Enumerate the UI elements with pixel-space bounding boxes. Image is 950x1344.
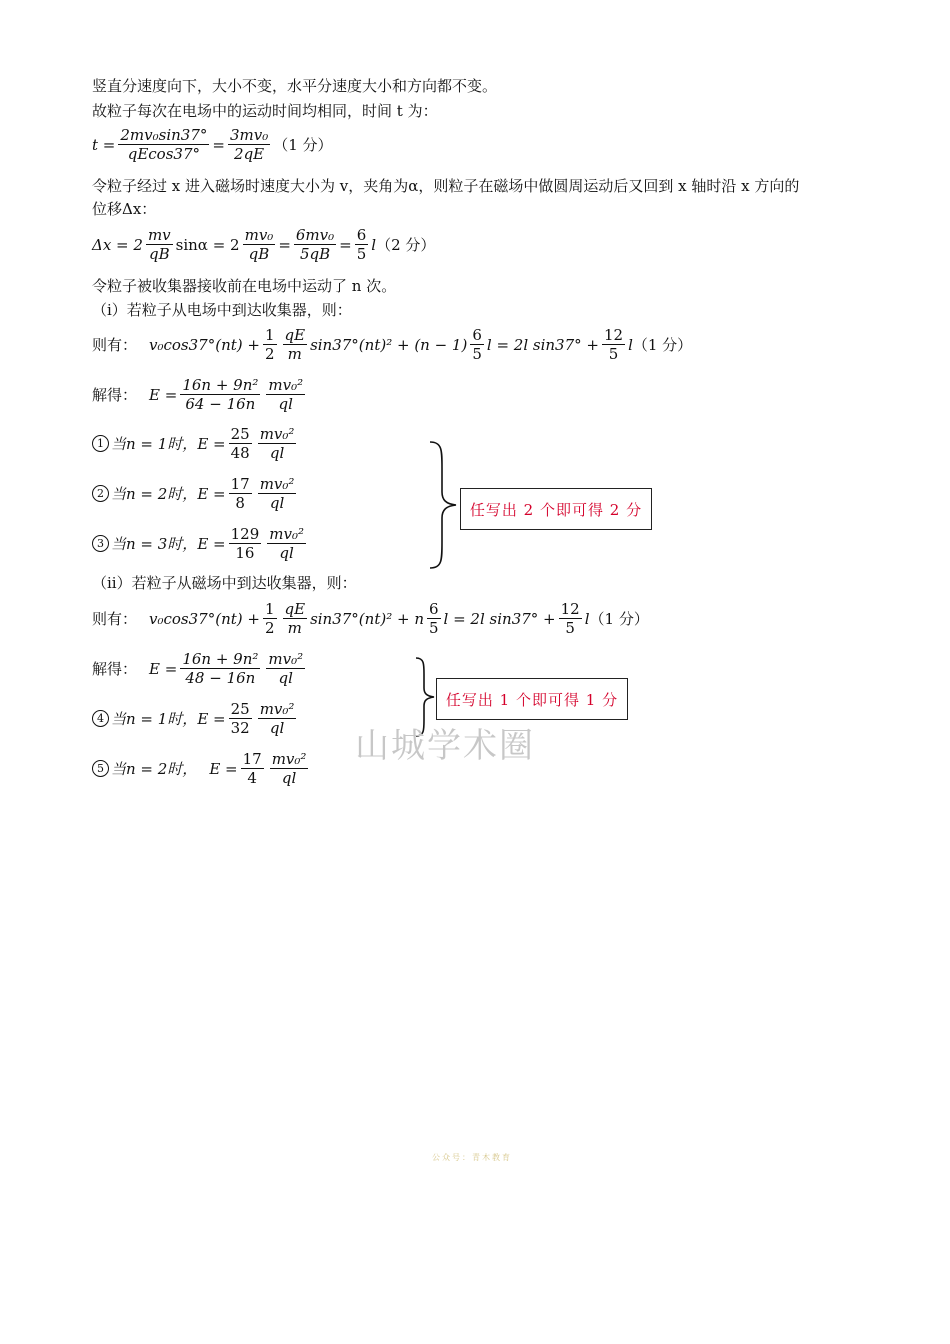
eq-dx-f3-num: 6mv₀ [295,226,335,244]
text-line-1: 竖直分速度向下，大小不变，水平分速度大小和方向都不变。 [92,77,498,95]
eq-t-fraction-1 [118,126,209,163]
item-lhs: E = [197,434,226,453]
item-label: 当n = 3时， [111,535,198,553]
item-num2: mv₀² [269,525,304,543]
item-fraction [229,525,262,562]
sol-c2-den2: ql [278,669,293,687]
text-line-2: 故粒子每次在电场中的运动时间均相同，时间 t 为： [92,102,438,120]
sol-c2-fraction [180,650,260,687]
item-den: 4 [247,769,257,787]
eq-dx-mid: sinα = 2 [175,235,240,254]
item-num2: mv₀² [271,750,307,768]
eq-c1-f2-den: m [287,345,302,363]
solution-case-1 [92,376,308,413]
eq-c2-f1-den: 2 [264,619,275,637]
sol-c2-num: 16n + 9n² [182,650,259,668]
item-den2: ql [281,769,297,787]
eq-c1-b: sin37°(nt)² + (n − 1) [310,335,468,354]
eq-c1-f2-num: qE [284,326,306,344]
footer-mark: 公众号：青木教育 [432,1153,512,1162]
eq-dx-f3-den: 5qB [299,245,331,263]
eq-c2-a: v₀cos37°(nt) + [149,609,260,628]
eq-dx-equals-1: = [278,235,291,254]
sol-c2-fraction-2 [266,650,305,687]
eq-dx-f1-num: mv [147,226,171,244]
eq-dx-lhs: Δx = 2 [92,235,143,254]
item-den: 32 [230,719,250,737]
eq-c1-f1-den: 2 [264,345,275,363]
eq-c2-c: l = 2l sin37° + [443,609,556,628]
sol-c1-num: 16n + 9n² [182,376,259,394]
item-num: 129 [230,525,260,543]
eq-c1-f4-den: 5 [608,345,619,363]
eq-dx-fraction-3 [294,226,336,263]
eq-c1-c: l = 2l sin37° + [486,335,599,354]
item-num: 17 [242,750,262,768]
eq-t-num1: 2mv₀sin37° [120,126,208,144]
list-item [92,425,299,462]
eq-c2-b: sin37°(nt)² + n [310,609,424,628]
item-den2: ql [279,544,294,562]
sol-c2-num2: mv₀² [268,650,304,668]
circled-number: 3 [92,535,109,552]
eq-t-den2: 2qE [234,145,265,163]
eq-c2-fraction-3 [427,600,441,637]
eq-c2-f4-num: 12 [560,600,580,618]
eq-c2-f2-den: m [287,619,302,637]
eq-c1-fraction-2 [283,326,308,363]
eq-c1-f4-num: 12 [603,326,624,344]
eq-c1-fraction-3 [470,326,484,363]
eq-c2-f2-num: qE [284,600,306,618]
item-num: 25 [230,700,250,718]
circled-number: 4 [92,710,109,727]
eq-dx-fraction-1 [146,226,173,263]
note-box-1: 任写出 2 个即可得 2 分 [460,488,652,530]
list-item [92,525,309,562]
eq-c2-fraction-4 [559,600,582,637]
sol-c1-num2: mv₀² [268,376,304,394]
circled-number: 1 [92,435,109,452]
item-fraction [229,700,252,737]
eq-t-lhs: t = [92,135,116,154]
eq-c2-you: 则有： [92,610,138,628]
sol-c2-jiede: 解得： [92,660,138,678]
case-1-heading: （i）若粒子从电场中到达收集器，则： [92,301,352,319]
eq-dx-fraction-4 [355,226,369,263]
equation-case-1 [92,326,692,363]
sol-c2-den: 48 − 16n [185,669,256,687]
item-fraction [229,475,252,512]
eq-dx-f1-den: qB [148,245,170,263]
eq-dx-fraction-2 [243,226,276,263]
item-num2: mv₀² [259,475,295,493]
item-num: 25 [230,425,250,443]
eq-t-den1: qEcos37° [127,145,201,163]
item-fraction [229,425,252,462]
item-lhs: E = [197,534,226,553]
eq-c2-d: l [584,609,590,628]
eq-c1-score: （1 分） [632,336,693,354]
eq-c2-f4-den: 5 [565,619,575,637]
circled-number: 5 [92,760,109,777]
item-fraction-2 [258,700,297,737]
item-den: 48 [230,444,250,462]
item-lhs: E = [197,484,226,503]
watermark: 山城学术圈 [355,726,535,766]
solution-case-2 [92,650,308,687]
eq-c1-f3-num: 6 [472,326,482,344]
eq-t-equals: = [212,135,225,154]
item-fraction-2 [267,525,306,562]
item-fraction [241,750,264,787]
list-item [92,475,299,512]
eq-t-fraction-2 [228,126,270,163]
eq-dx-f2-num: mv₀ [244,226,274,244]
list-item [92,700,299,737]
item-fraction-2 [258,475,297,512]
item-num2: mv₀² [259,425,295,443]
eq-c2-f1-num: 1 [264,600,275,618]
item-den: 8 [235,494,245,512]
eq-c2-f3-num: 6 [428,600,439,618]
item-fraction-2 [270,750,309,787]
item-label: 当n = 1时， [111,435,198,453]
curly-brace-1 [426,440,462,570]
item-num2: mv₀² [259,700,295,718]
eq-c1-f1-num: 1 [264,326,275,344]
sol-c2-lhs: E = [149,659,178,678]
equation-time [92,126,333,163]
eq-c1-a: v₀cos37°(nt) + [149,335,260,354]
eq-t-score: （1 分） [273,136,333,154]
item-den: 16 [235,544,255,562]
equation-case-2 [92,600,649,637]
eq-dx-f2-den: qB [248,245,270,263]
item-lhs: E = [209,759,238,778]
eq-c1-d: l [628,335,633,354]
item-den2: ql [269,444,285,462]
circled-number: 2 [92,485,109,502]
text-line-4a: 令粒子经过 x 进入磁场时速度大小为 v，夹角为α，则粒子在磁场中做圆周运动后又回到 x 轴时沿 x 方向的 [92,177,800,195]
eq-c1-fraction-1 [263,326,277,363]
text-line-4b: 位移Δx： [92,200,157,218]
item-fraction-2 [258,425,297,462]
eq-dx-equals-2: = [339,235,352,254]
item-den2: ql [269,719,285,737]
eq-dx-tail: l [371,235,377,254]
sol-c1-lhs: E = [149,385,178,404]
sol-c1-fraction [180,376,260,413]
eq-c2-fraction-1 [263,600,277,637]
item-lhs: E = [197,709,226,728]
eq-c1-you: 则有： [92,336,138,354]
item-label: 当n = 2时， [111,760,198,778]
item-num: 17 [230,475,250,493]
eq-c2-f3-den: 5 [428,619,439,637]
eq-dx-f4-den: 5 [356,245,367,263]
equation-displacement [92,226,435,263]
eq-c1-fraction-4 [602,326,625,363]
sol-c1-fraction-2 [266,376,305,413]
note-box-2: 任写出 1 个即可得 1 分 [436,678,628,720]
sol-c1-jiede: 解得： [92,386,138,404]
eq-c1-f3-den: 5 [472,345,482,363]
list-item [92,750,311,787]
eq-c2-fraction-2 [283,600,308,637]
item-label: 当n = 2时， [111,485,198,503]
sol-c1-den: 64 − 16n [185,395,256,413]
eq-dx-score: （2 分） [376,236,436,254]
item-label: 当n = 1时， [111,710,198,728]
eq-t-num2: 3mv₀ [229,126,269,144]
sol-c1-den2: ql [278,395,293,413]
case-2-heading: （ii）若粒子从磁场中到达收集器，则： [92,574,357,592]
item-den2: ql [269,494,285,512]
eq-c2-score: （1 分） [589,610,649,628]
text-line-6: 令粒子被收集器接收前在电场中运动了 n 次。 [92,277,397,295]
eq-dx-f4-num: 6 [356,226,367,244]
